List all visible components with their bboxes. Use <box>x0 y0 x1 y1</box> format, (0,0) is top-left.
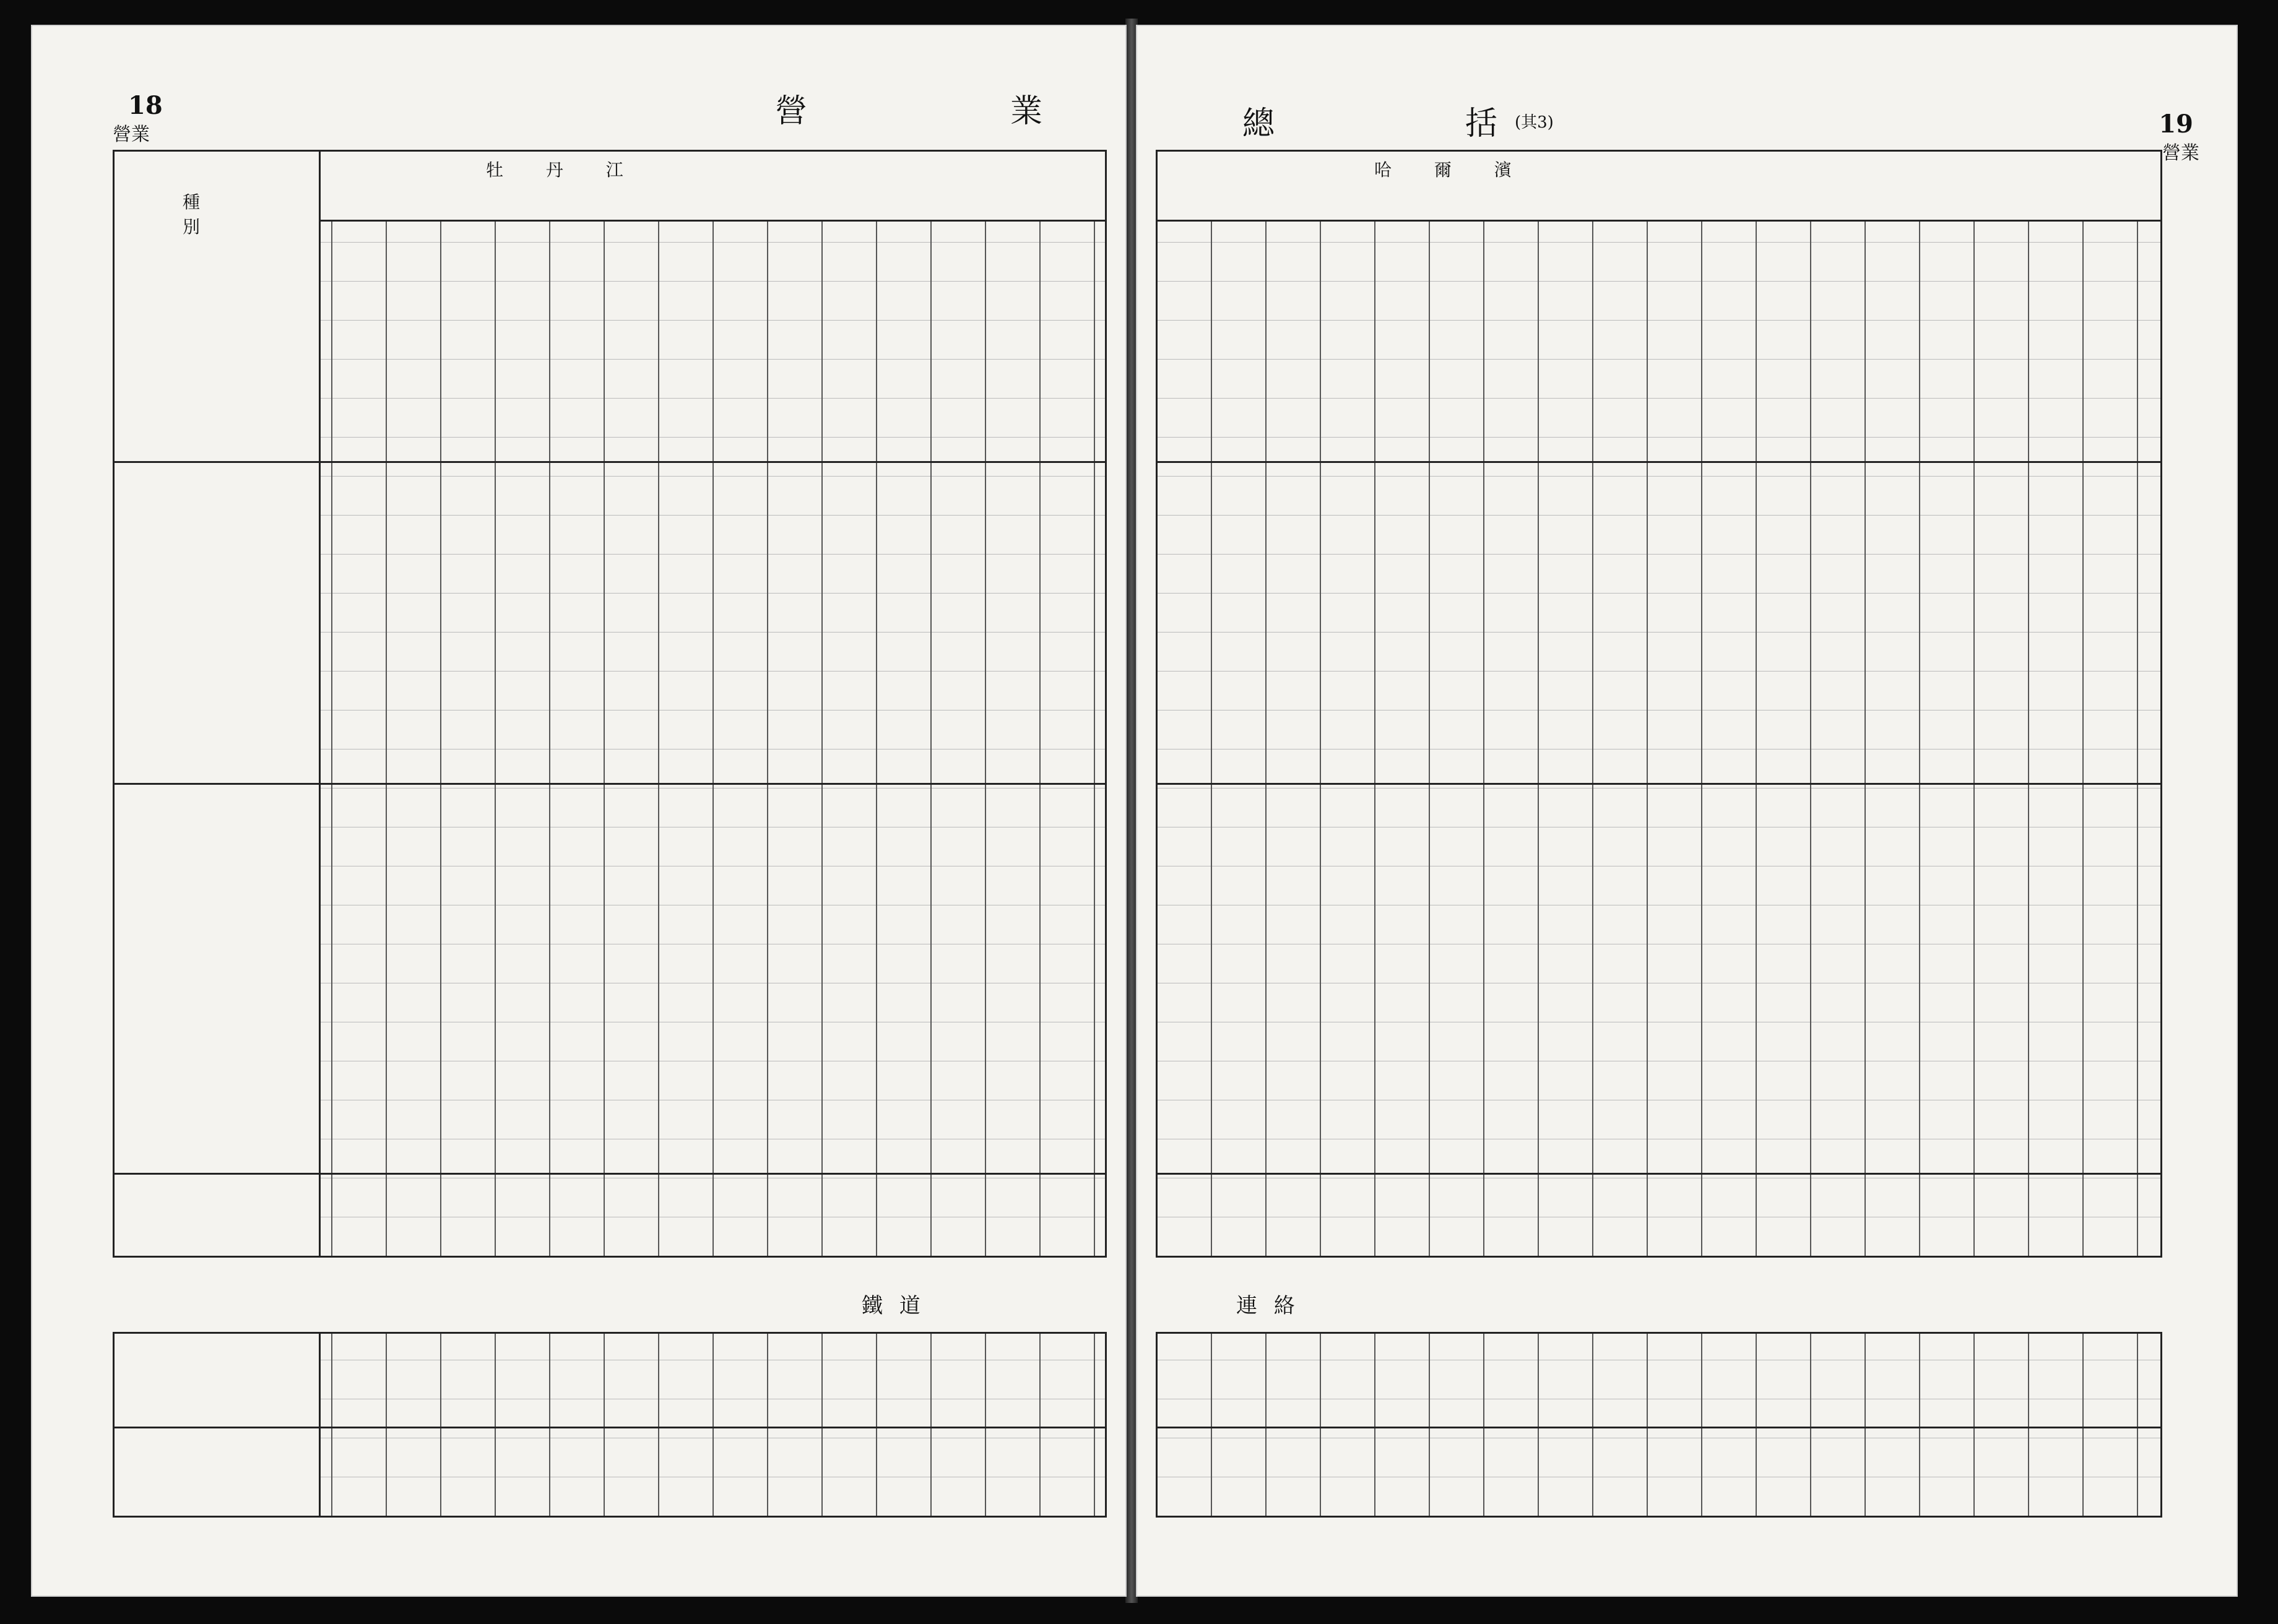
section-label: 營業 <box>113 124 150 145</box>
section-label: 營業 <box>2162 142 2199 164</box>
right-page <box>1136 25 2238 1597</box>
table-rule <box>1158 461 2160 463</box>
column-group-header: 牡 丹 江 <box>486 160 642 180</box>
table-rule <box>115 1173 1105 1175</box>
table-header <box>1158 152 2160 222</box>
bottom-section-title: 鐵 道 <box>862 1294 925 1318</box>
page-title-note: (其3) <box>1515 113 1554 132</box>
page-number: 19 <box>2159 110 2193 139</box>
table-rule <box>115 461 1105 463</box>
table-rule <box>115 1427 1105 1428</box>
table-rule <box>1158 1173 2160 1175</box>
row-header-label: 種 別 <box>183 192 238 237</box>
statistics-table <box>1156 150 2162 1258</box>
column-group-header: 哈 爾 濱 <box>1374 160 1530 180</box>
connection-table <box>1156 1332 2162 1518</box>
table-rule <box>1158 783 2160 785</box>
page-title: 營 <box>775 93 810 130</box>
bottom-section-title: 連 絡 <box>1236 1294 1300 1318</box>
table-rule <box>115 783 1105 785</box>
statistics-table <box>113 150 1107 1258</box>
page-title-2: 業 <box>1010 93 1046 130</box>
page-title: 總 <box>1242 105 1278 142</box>
page-number: 18 <box>128 91 163 120</box>
table-rule <box>1158 1427 2160 1428</box>
row-label-column <box>115 1334 321 1516</box>
row-label-column <box>115 152 321 1256</box>
connection-table <box>113 1332 1107 1518</box>
page-title-2: 括 <box>1465 105 1501 142</box>
left-page <box>31 25 1127 1597</box>
